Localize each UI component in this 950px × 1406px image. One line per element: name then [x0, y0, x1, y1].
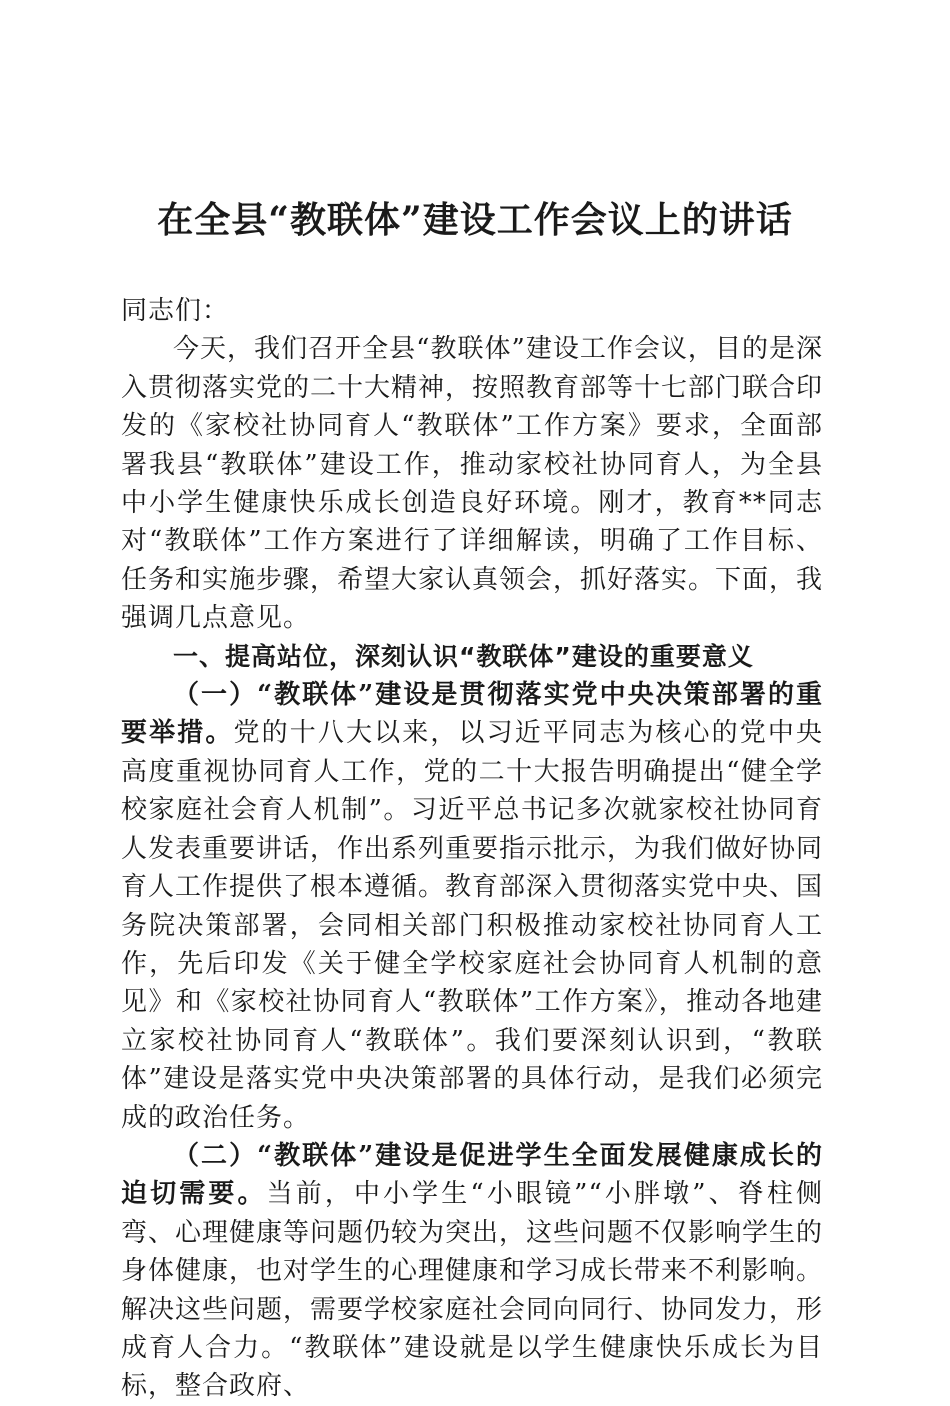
point-1-lead: （一）“教联体”建设是贯彻落实党中央决策部署的重要举措。: [121, 680, 823, 749]
point-1-paragraph: [121, 676, 823, 1137]
point-2-lead: （二）“教联体”建设是促进学生全面发展健康成长的迫切需要。: [121, 1140, 823, 1210]
point-2-body: 当前，中小学生“小眼镜”“小胖墩”、脊柱侧弯、心理健康等问题仍较为突出，这些问题不仅影响学生的身体健康，也对学生的心理健康和学习成长带来不利影响。解决这些问题，需要学校家庭社会同向同行、协同发力，形成育人合力。“教联体”建设就是以学生健康快乐成长为目标，整合政府、: [121, 1179, 824, 1402]
section-heading-1: 一、提高站位，深刻认识“教联体”建设的重要意义: [173, 641, 754, 671]
document-body: [121, 292, 823, 1406]
point-2-paragraph: [121, 1137, 823, 1406]
document-title: 在全县“教联体”建设工作会议上的讲话: [157, 199, 793, 241]
point-1-body: 党的十八大以来，以习近平同志为核心的党中央高度重视协同育人工作，党的二十大报告明确提出“健全学校家庭社会育人机制”。习近平总书记多次就家校社协同育人发表重要讲话，作出系列重要指示批示，为我们做好协同育人工作提供了根本遵循。教育部深入贯彻落实党中央、国务院决策部署，会同相关部门积极推动家校社协同育人工作，先后印发《关于健全学校家庭社会协同育人机制的意见》和《家校社协同育人“教联体”工作方案》，推动各地建立家校社协同育人“教联体”。我们要深刻认识到，“教联体”建设是落实党中央决策部署的具体行动，是我们必须完成的政治任务。: [121, 718, 824, 1133]
salutation: 同志们：: [121, 296, 230, 326]
intro-paragraph: 今天，我们召开全县“教联体”建设工作会议，目的是深入贯彻落实党的二十大精神，按照教育部等十七部门联合印发的《家校社协同育人“教联体”工作方案》要求，全面部署我县“教联体”建设工作，推动家校社协同育人，为全县中小学生健康快乐成长创造良好环境。刚才，教育**同志对“教联体”工作方案进行了详细解读，明确了工作目标、任务和实施步骤，希望大家认真领会，抓好落实。下面，我强调几点意见。: [121, 334, 824, 634]
